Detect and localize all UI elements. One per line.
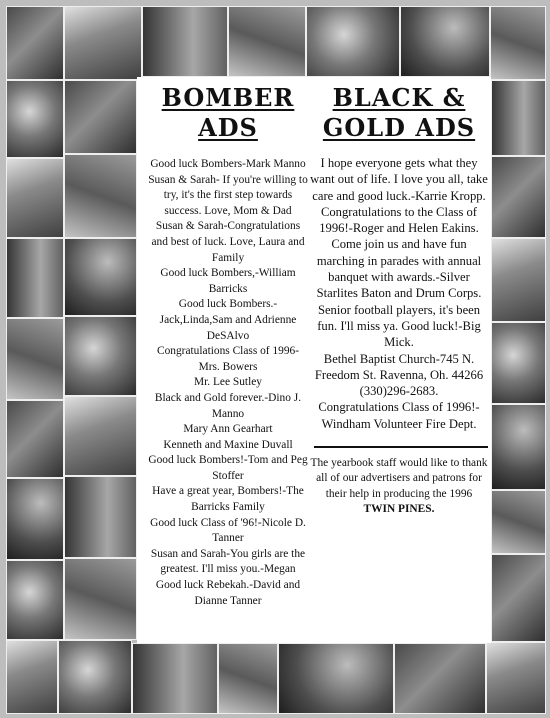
photo-left-4 [64,154,137,238]
photo-left-1 [6,80,64,158]
photo-bottom-4 [218,643,278,714]
bomber-ads-heading [147,83,309,143]
black-gold-ads-list [310,155,488,432]
photo-bottom-2 [58,640,132,714]
photo-left-6 [64,238,137,316]
photo-top-5 [306,6,400,77]
bomber-ads-heading-line1: BOMBER [161,83,295,112]
bomber-ad-entry: Kenneth and Maxine Duvall [163,438,293,451]
bomber-ads-column [147,83,309,609]
bomber-ad-entry: Susan and Sarah-You girls are the greatest. I'll miss you.-Megan [150,547,306,576]
photo-top-1 [6,6,64,80]
bomber-ad-entry: Good luck Rebekah.-David and Dianne Tanner [155,579,301,607]
bomber-ad-entry: Good luck Bombers,-William Barricks [160,267,296,295]
photo-right-7 [491,554,546,642]
section-divider [314,446,488,448]
bomber-ad-entry: Mr. Lee Sutley [193,376,262,389]
thanks-note [310,456,488,518]
photo-right-4 [491,322,546,404]
photo-left-11 [6,478,64,560]
photo-top-6 [400,6,490,77]
black-gold-ads-heading-line2: GOLD ADS [322,113,476,142]
photo-right-1 [491,80,546,156]
thanks-text: The yearbook staff would like to thank all of our advertisers and patrons for their help in producing the 1996 [310,457,488,500]
black-gold-ad-entry: I hope everyone gets what they want out of life. I love you all, take care and good luck.-Karrie Kropp. [310,156,488,203]
photo-right-2 [491,156,546,238]
bomber-ads-list [147,157,309,609]
photo-left-12 [64,476,137,558]
bomber-ad-entry: Black and Gold forever.-Dino J. Manno [154,391,302,420]
photo-top-3 [142,6,228,77]
bomber-ad-entry: Susan & Sarah- If you're willing to try, it's the first step towards success. Love, Mom & Dad [148,173,308,217]
photo-right-3 [491,238,546,322]
bomber-ad-entry: Have a great year, Bombers!-The Barricks Family [152,485,304,514]
twin-pines-title: TWIN PINES. [363,503,435,516]
bomber-ad-entry: Good luck Bombers.-Jack,Linda,Sam and Adrienne DeSAlvo [159,298,297,342]
photo-top-7 [490,6,546,80]
photo-left-7 [6,318,64,400]
black-gold-ads-column [310,83,488,518]
photo-left-2 [64,80,137,154]
photo-top-4 [228,6,306,77]
photo-top-2 [64,6,142,80]
photo-left-3 [6,158,64,238]
photo-right-5 [491,404,546,490]
bomber-ads-heading-line2: ADS [198,113,258,142]
black-gold-ads-heading-line1: BLACK & [332,83,466,112]
photo-right-6 [491,490,546,554]
bomber-ad-entry: Susan & Sarah-Congratulations and best of luck. Love, Laura and Family [151,220,305,264]
photo-left-10 [64,396,137,476]
photo-left-5 [6,238,64,318]
photo-bottom-7 [486,642,546,714]
photo-bottom-5 [278,643,394,714]
bomber-ad-entry: Congratulations Class of 1996-Mrs. Bowers [156,345,300,373]
ads-panel [137,77,491,643]
black-gold-ad-entry: Congratulations Class of 1996!-Windham Volunteer Fire Dept. [318,400,480,431]
photo-bottom-3 [132,643,218,714]
bomber-ad-entry: Good luck Bombers!-Tom and Peg Stoffer [148,454,308,482]
photo-bottom-6 [394,643,486,714]
bomber-ad-entry: Mary Ann Gearhart [183,423,273,436]
black-gold-ads-heading [310,83,488,143]
photo-left-14 [64,558,137,640]
photo-bottom-1 [6,640,58,714]
black-gold-ad-entry: Senior football players, it's been fun. I'll miss ya. Good luck!-Big Mick. [317,302,481,350]
black-gold-ad-entry: Come join us and have fun marching in parades with annual banquet with awards.-Silver Starlites Baton and Drum Corps. [316,237,482,301]
bomber-ad-entry: Good luck Bombers-Mark Manno [150,158,306,170]
photo-left-13 [6,560,64,640]
bomber-ad-entry: Good luck Class of '96!-Nicole D. Tanner [150,516,306,545]
photo-left-9 [6,400,64,478]
black-gold-ad-entry: Bethel Baptist Church-745 N. Freedom St. Ravenna, Oh. 44266 (330)296-2683. [314,351,484,399]
photo-left-8 [64,316,137,396]
black-gold-ad-entry: Congratulations to the Class of 1996!-Roger and Helen Eakins. [319,204,479,236]
